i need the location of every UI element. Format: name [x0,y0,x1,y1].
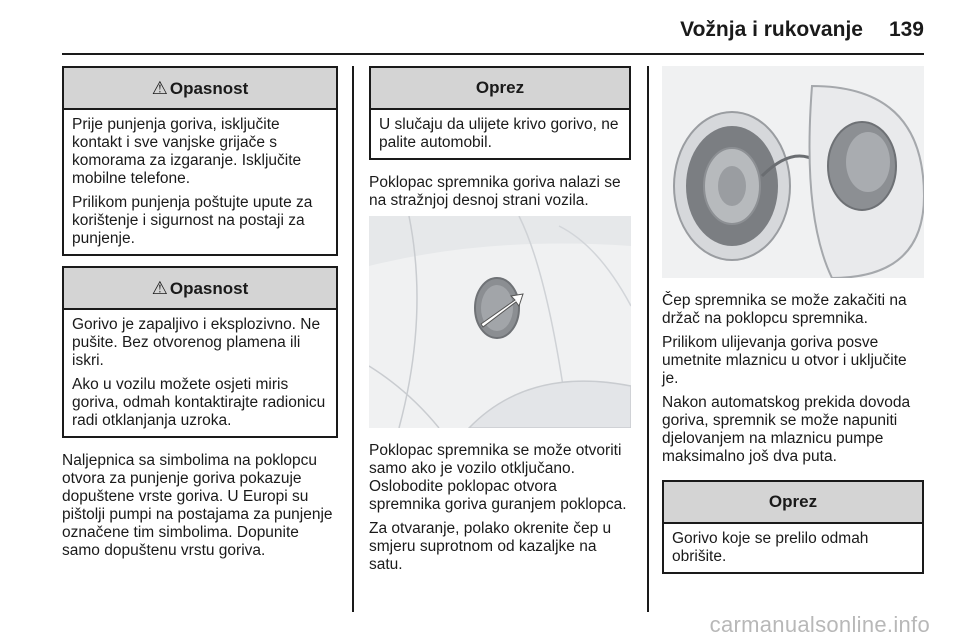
page-number: 139 [888,18,924,41]
caution-box-1-title: Oprez [475,78,525,97]
caution-box-1-header [371,68,629,110]
danger-box-2-paragraph-1: Gorivo je zapaljivo i eksplozivno. Ne pušite. Bez otvorenog plamena ili iskri. [72,316,321,369]
column-divider-2 [647,66,649,612]
filler-location-paragraph: Poklopac spremnika goriva nalazi se na stražnjoj desnoj strani vozila. [369,174,621,209]
caution-box-2 [662,480,924,574]
warning-triangle-icon: ⚠ [151,278,168,298]
fuel-flap-illustration [369,216,631,428]
column-3 [662,66,924,584]
watermark: carmanualsonline.info [709,612,930,637]
caution-box-1-body [371,110,629,158]
danger-box-1 [62,66,338,256]
insert-nozzle-paragraph: Prilikom ulijevanja goriva posve umetnite mlaznicu u otvor i uključite je. [662,334,907,387]
caution-box-1-paragraph: U slučaju da ulijete krivo gorivo, ne palite automobil. [379,116,619,151]
column-1 [62,66,338,566]
caution-box-1 [369,66,631,160]
fuel-label-paragraph: Naljepnica sa simbolima na poklopcu otvora za punjenje goriva pokazuje dopuštene vrste goriva. U Europi su pištolji pumpi na postajama za punjenje označene tim simbolima. Dopunite samo dopuštenu vrstu goriva. [62,452,333,559]
fuel-cap-illustration [662,66,924,278]
danger-box-1-paragraph-1: Prije punjenja goriva, isključite kontakt i sve vanjske grijače s komorama za izgaranje. Isključite mobilne telefone. [72,116,302,187]
column-divider-1 [352,66,354,612]
open-unlock-paragraph: Poklopac spremnika se može otvoriti samo ako je vozilo otključano. Oslobodite poklopac otvora spremnika goriva guranjem poklopca. [369,442,627,513]
caution-box-2-header [664,482,922,524]
danger-box-1-body [64,110,336,254]
page-header [680,18,924,48]
caution-box-2-body [664,524,922,572]
danger-box-1-title: Opasnost [169,79,249,98]
danger-box-2-title: Opasnost [169,279,249,298]
danger-box-1-header [64,68,336,110]
header-divider [62,53,924,55]
column-2 [369,66,631,580]
danger-box-2 [62,266,338,438]
cap-holder-paragraph: Čep spremnika se može zakačiti na držač na poklopcu spremnika. [662,292,907,327]
danger-box-2-body [64,310,336,436]
fuel-flap-drawing [369,216,631,428]
fuel-cap-drawing [662,66,924,278]
caution-box-2-title: Oprez [768,492,818,511]
section-title: Vožnja i rukovanje [680,18,863,41]
danger-box-2-header [64,268,336,310]
auto-stop-paragraph: Nakon automatskog prekida dovoda goriva, spremnik se može napuniti djelovanjem na mlaznicu pumpe maksimalno još dva puta. [662,394,911,465]
caution-box-2-paragraph: Gorivo koje se prelilo odmah obrišite. [672,530,869,565]
turn-cap-paragraph: Za otvaranje, polako okrenite čep u smjeru suprotnom od kazaljke na satu. [369,520,612,573]
warning-triangle-icon: ⚠ [151,78,168,98]
danger-box-2-paragraph-2: Ako u vozilu možete osjeti miris goriva, odmah kontaktirajte radionicu radi otklanjanja uzroka. [72,376,326,429]
danger-box-1-paragraph-2: Prilikom punjenja poštujte upute za korištenje i sigurnost na postaji za punjenje. [72,194,313,247]
